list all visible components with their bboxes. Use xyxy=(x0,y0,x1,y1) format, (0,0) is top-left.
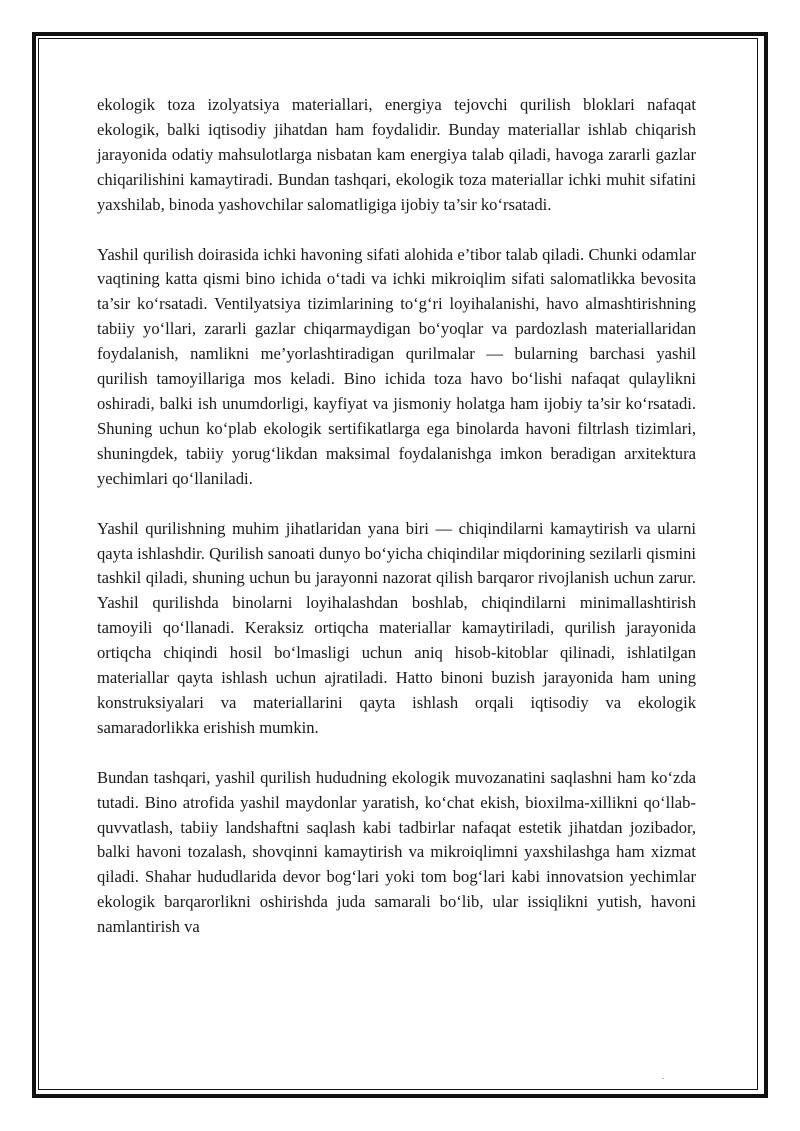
page-marker: . xyxy=(662,1072,664,1081)
paragraph-waste-reduction: Yashil qurilishning muhim jihatlaridan yana biri — chiqindilarni kamaytirish va ularni qayta ishlashdir. Qurilish sanoati dunyo bo‘yicha chiqindilar miqdorining sezilarli qismini tashkil qiladi, shuning uchun bu jarayonni nazorat qilish barqaror rivojlanish uchun zarur. Yashil qurilishda binolarni loyihalashdan boshlab, chiqindilarni minimallashtirish tamoyili qo‘llanadi. Keraksiz ortiqcha materiallar kamaytiriladi, qurilish jarayonida ortiqcha chiqindi hosil bo‘lmasligi uchun aniq hisob-kitoblar qilinadi, ishlatilgan materiallar qayta ishlash uchun ajratiladi. Hatto binoni buzish jarayonida ham uning konstruksiyalari va materiallarini qayta ishlash orqali iqtisodiy va ekologik samaradorlikka erishish mumkin. xyxy=(97,518,696,737)
document-body xyxy=(97,93,696,965)
paragraph-materials: ekologik toza izolyatsiya materiallari, energiya tejovchi qurilish bloklari nafaqat ekologik, balki iqtisodiy jihatdan ham foydalidir. Bunday materiallar ishlab chiqarish jarayonida odatiy mahsulotlarga nisbatan kam energiya talab qiladi, havoga zararli gazlar chiqarilishini kamaytiradi. Bundan tashqari, ekologik toza materiallar ichki muhit sifatini yaxshilab, binoda yashovchilar salomatligiga ijobiy ta’sir ko‘rsatadi. xyxy=(97,95,696,214)
paragraph-ecological-balance: Bundan tashqari, yashil qurilish hududning ekologik muvozanatini saqlashni ham ko‘zda tutadi. Bino atrofida yashil maydonlar yaratish, ko‘chat ekish, bioxilma-xillikni qo‘llab-quvvatlash, tabiiy landshaftni saqlash kabi tadbirlar nafaqat estetik jihatdan jozibador, balki havoni tozalash, shovqinni kamaytirish va mikroiqlimni yaxshilashga ham xizmat qiladi. Shahar hududlarida devor bog‘lari yoki tom bog‘lari kabi innovatsion yechimlar ekologik barqarorlikni oshirishda juda samarali bo‘lib, ular issiqlikni yutish, havoni namlantirish va xyxy=(97,767,696,937)
paragraph-indoor-air: Yashil qurilish doirasida ichki havoning sifati alohida e’tibor talab qiladi. Chunki odamlar vaqtining katta qismi bino ichida o‘tadi va ichki mikroiqlim sifati salomatlikka bevosita ta’sir ko‘rsatadi. Ventilyatsiya tizimlarining to‘g‘ri loyihalanishi, havo almashtirishning tabiiy yo‘llari, zararli gazlar chiqarmaydigan bo‘yoqlar va pardozlash materiallaridan foydalanish, namlikni me’yorlashtiradigan qurilmalar — bularning barchasi yashil qurilish tamoyillariga mos keladi. Bino ichida toza havo bo‘lishi nafaqat qulaylikni oshiradi, balki ish unumdorligi, kayfiyat va jismoniy holatga ham ijobiy ta’sir ko‘rsatadi. Shuning uchun ko‘plab ekologik sertifikatlarga ega binolarda havoni filtrlash tizimlari, shuningdek, tabiiy yorug‘likdan maksimal foydalanishga imkon beradigan arxitektura yechimlari qo‘llaniladi. xyxy=(97,244,696,488)
